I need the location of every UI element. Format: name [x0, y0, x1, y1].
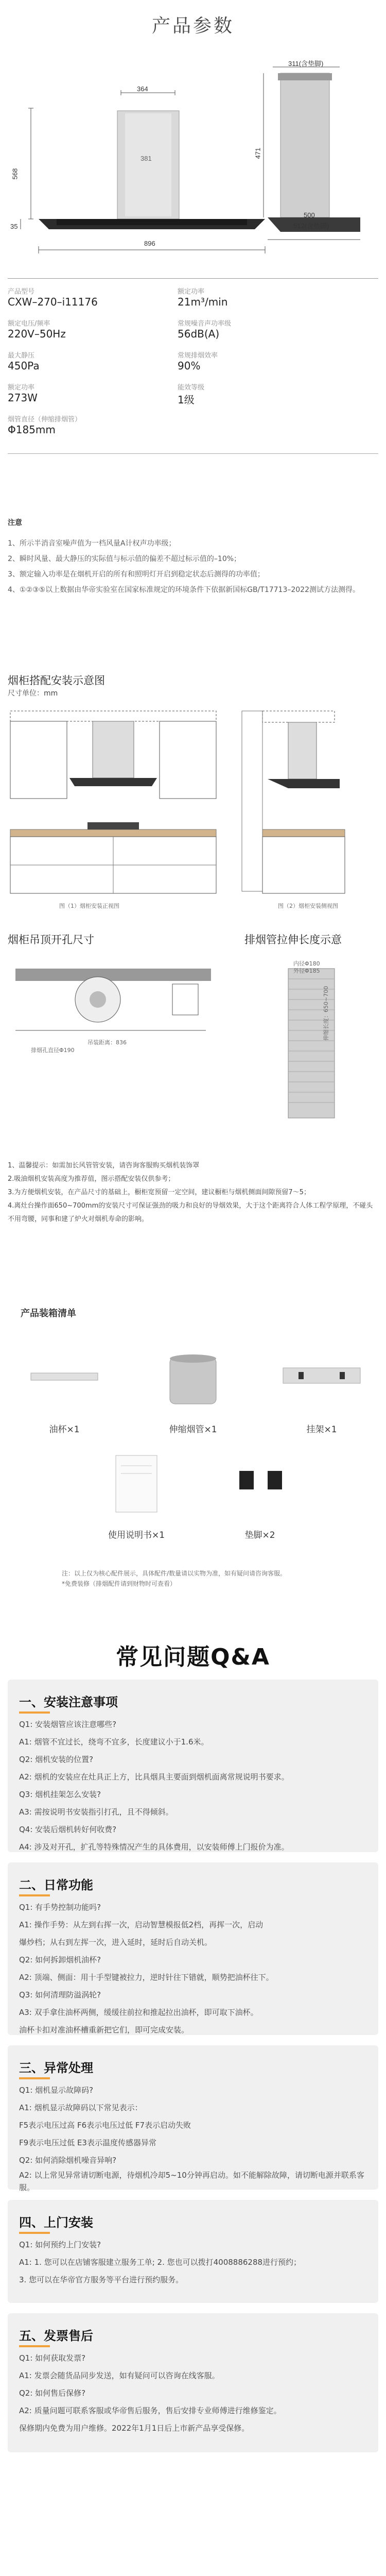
accent-bar	[19, 1711, 50, 1714]
faq-line: 保修期内免费为用户维修。2022年1月1日后上市新产品享受保修。	[19, 2424, 250, 2433]
dim-side-bottom2: 512(含垫脚)	[293, 222, 329, 230]
faq-line: F5表示电压过高 F6表示电压过低 F7表示启动失败	[19, 2121, 191, 2130]
note-item: 1、所示半消音室噪声值为一档风量A计权声功率级；	[8, 539, 176, 548]
install-tip: 4.离灶台操作面650~700mm的安装尺寸可保证强劲的吸力和良好的导烟效果，大于这个距离符合人体工程学原理，不碰头不用弯腰，同事和建了炉火对烟机寿命的影响。	[8, 1202, 373, 1223]
faq-line: Q4: 安装后烟机转好何收费?	[19, 1825, 117, 1834]
spec-value: 273W	[8, 392, 38, 404]
spec-value: 90%	[178, 360, 201, 372]
install-unit: 尺寸单位：mm	[8, 689, 58, 698]
notes-block	[8, 515, 378, 598]
dim-top-width: 364	[137, 85, 148, 93]
dim-height: 568	[11, 168, 19, 180]
feet-image	[216, 1450, 304, 1517]
front-install-view	[10, 711, 216, 893]
faq-line: A1: 1. 您可以在店铺客服建立服务工单; 2. 您也可以拨打4008886288进行预约；	[19, 2258, 302, 2267]
dim-inner-width: 381	[141, 155, 152, 162]
divider	[8, 278, 378, 279]
faq-line: Q1: 有手势控制功能吗?	[19, 1903, 101, 1912]
install-tips	[8, 1159, 378, 1226]
spec-label: 常规噪音声功率级	[178, 320, 232, 328]
ceiling-hole-view	[15, 969, 211, 1030]
acc-label: 伸缩烟管×1	[169, 1425, 217, 1435]
faq-line: 油杯卡扣对准油杯槽重新把它们，即可完成安装。	[19, 2025, 189, 2035]
spec-label: 烟管直径（伸缩排烟管）	[8, 416, 82, 423]
spec-label: 最大静压	[8, 352, 35, 360]
spec-value: 220V–50Hz	[8, 328, 66, 340]
oil-cup-image	[21, 1347, 108, 1409]
spec-value: 450Pa	[8, 360, 40, 372]
note-item: 4、①②③⑤以上数据由华帝实验室在国家标准规定的环境条件下依据新国标GB/T17713–2022测试方法测得。	[8, 586, 360, 594]
note-item: 2、瞬时风量、最大静压的实际值与标示值的偏差不超过标示值的–10%；	[8, 555, 241, 563]
duct-image	[149, 1347, 237, 1409]
faq-line: 3. 您可以在华帝官方服务等平台进行预约服务。	[19, 2275, 184, 2284]
accessories-note: 注：以上仅为核心配件展示，具体配件/数量请以实物为准，如有疑问请咨询客服。	[62, 1570, 287, 1577]
dim-side-bottom: 500	[304, 211, 315, 219]
acc-label: 使用说明书×1	[108, 1530, 165, 1540]
install-tip: 1、温馨提示：如需加长风管管安装，请咨询客服购买烟机装饰罩	[8, 1162, 200, 1170]
faq-line: A2: 质量问题可联系客服或华帝售后服务，售后安排专业师傅进行维修鉴定。	[19, 2406, 282, 2415]
faq-title: 常见问题Q&A	[116, 1644, 270, 1670]
hole-dist-label: 吊装距离：836	[87, 1039, 127, 1046]
faq-line: A1: 烟管不宜过长，绕弯不宜多，长度建议小于1.6米。	[19, 1737, 209, 1747]
dim-side: 35	[10, 223, 18, 230]
faq-line: A1: 操作手势：从左到右挥一次，启动智慧模报低2档，再挥一次，启动	[19, 1920, 264, 1929]
spec-value: 56dB(A)	[178, 328, 220, 340]
faq-line: Q2: 烟机安装的位置?	[19, 1755, 94, 1764]
dim-side-height: 471	[254, 147, 262, 159]
notes-title: 注意	[8, 519, 22, 527]
faq-heading: 二、日常功能	[19, 1878, 93, 1892]
faq-line: A3: 双手拿住油杯两侧，缓缓往前拉和推起拉出油杯，即可取下油杯。	[19, 2008, 258, 2017]
fig1-caption: 图（1）烟柜安装正视图	[59, 903, 119, 909]
spec-label: 产品型号	[8, 288, 35, 296]
install-tip: 2.吸油烟机安装高度为推荐值，图示搭配安装仅供参考；	[8, 1175, 175, 1183]
faq-line: A2: 烟机的安装应在灶具正上方，比具烟具主要面到烟机面离常规说明书要求。	[19, 1772, 289, 1782]
faq-card-daily	[8, 1862, 378, 2035]
faq-line: Q3: 如何清理防溢涡轮?	[19, 1990, 101, 1999]
duct-outer-label: 外径Φ185	[293, 968, 320, 974]
cabinet-install-diagram	[0, 701, 386, 907]
params-title: 产品参数	[151, 15, 234, 37]
faq-line: A1: 烟机显示故障码以下常见表示：	[19, 2103, 143, 2112]
accent-bar	[19, 1894, 50, 1896]
hole-pipe-label: 排烟孔直径Φ190	[31, 1047, 75, 1054]
faq-line: Q2: 如何售后保修?	[19, 2388, 86, 2398]
spec-label: 常规排烟效率	[178, 352, 218, 360]
faq-card-invoice	[8, 2313, 378, 2452]
install-title: 烟柜搭配安装示意图	[8, 674, 105, 687]
faq-heading: 四、上门安装	[19, 2215, 93, 2230]
faq-line: Q1: 如何预约上门安装?	[19, 2240, 101, 2249]
accent-bar	[19, 2077, 50, 2079]
spec-label: 额定功率	[8, 384, 35, 392]
spec-value: Φ185mm	[8, 423, 56, 436]
faq-line: A4: 涉及对开孔，扩孔等特殊情况产生的具体费用，以安装师傅上门报价为准。	[19, 1842, 289, 1852]
faq-line: Q3: 烟机挂架怎么安装?	[19, 1790, 101, 1799]
faq-line: Q1: 安装烟管应该注意哪些?	[19, 1720, 117, 1729]
faq-line: A2: 顶端、侧面：用十手型键被拉力，逆时针往下错就，顺势把油杯往下。	[19, 1973, 274, 1982]
dim-side-top: 311(含垫脚)	[288, 60, 324, 67]
duct-len-label: 伸缩长度：650~700	[323, 986, 329, 1041]
faq-line: Q2: 如何消除烟机噪音异响?	[19, 2156, 117, 2165]
manual-image	[93, 1450, 180, 1517]
faq-line: Q2: 如何拆卸烟机油杯?	[19, 1955, 101, 1964]
faq-heading: 五、发票售后	[19, 2329, 93, 2343]
install-tip: 3.为方便烟机安装，在产品尺寸的基础上，橱柜宽预留一定空间，建议橱柜与烟机侧面间隙预留7～5；	[8, 1189, 310, 1196]
faq-line: Q1: 如何获取发票?	[19, 2353, 86, 2363]
faq-line: 爆炒档；从右到左挥一次，进入延时，延时后自动关机。	[19, 1938, 213, 1947]
fig2-caption: 图（2）烟柜安装侧视图	[278, 903, 338, 909]
faq-heading: 三、异常处理	[19, 2061, 93, 2075]
duct-inner-label: 内径Φ180	[293, 960, 320, 967]
acc-label: 挂架×1	[306, 1425, 337, 1435]
accent-bar	[19, 2345, 50, 2347]
hole-title: 烟柜吊顶开孔尺寸	[8, 934, 94, 946]
spec-value: CXW–270–i11176	[8, 296, 98, 308]
front-view	[21, 90, 265, 253]
acc-label: 垫脚×2	[244, 1530, 275, 1540]
acc-label: 油杯×1	[49, 1425, 80, 1435]
faq-line: A3: 需按说明书安装指引打孔，且不得倾斜。	[19, 1807, 173, 1817]
spec-label: 额定功率	[178, 288, 205, 296]
faq-line: F9表示电压过低 E3表示温度传感器异常	[19, 2138, 156, 2147]
faq-line: A1: 发票会随货品同步发送，如有疑问可以咨询在线客服。	[19, 2371, 220, 2380]
divider	[8, 453, 378, 454]
note-item: 3、额定输入功率是在烟机开启的所有和照明灯开启到稳定状态后测得的功率值；	[8, 570, 265, 579]
faq-line: A2: 以上常见异常请切断电源，待烟机冷却5~10分钟再启动。如不能解除故障，请切断电源并联系客服。	[19, 2171, 364, 2192]
accessories-note2: *免费装修（排烟配件请到财物时可查看）	[62, 1580, 177, 1587]
faq-card-error	[8, 2045, 378, 2190]
faq-card-visit	[8, 2200, 378, 2303]
hole-duct-diagram	[0, 953, 386, 1128]
duct-title: 排烟管拉伸长度示意	[244, 934, 342, 946]
spec-value: 21m³/min	[178, 296, 228, 308]
spec-label: 能效等级	[178, 384, 205, 392]
side-install-view	[242, 711, 345, 893]
bracket-image	[278, 1347, 365, 1409]
spec-value: 1级	[178, 394, 195, 406]
accent-bar	[19, 2232, 50, 2234]
dim-total-width: 896	[144, 240, 155, 247]
accessories-title: 产品装箱清单	[21, 1308, 76, 1319]
faq-card-install	[8, 1680, 378, 1852]
spec-label: 额定电压/频率	[8, 320, 50, 328]
faq-line: Q1: 烟机显示故障码?	[19, 2086, 94, 2095]
faq-heading: 一、安装注意事项	[19, 1695, 118, 1709]
